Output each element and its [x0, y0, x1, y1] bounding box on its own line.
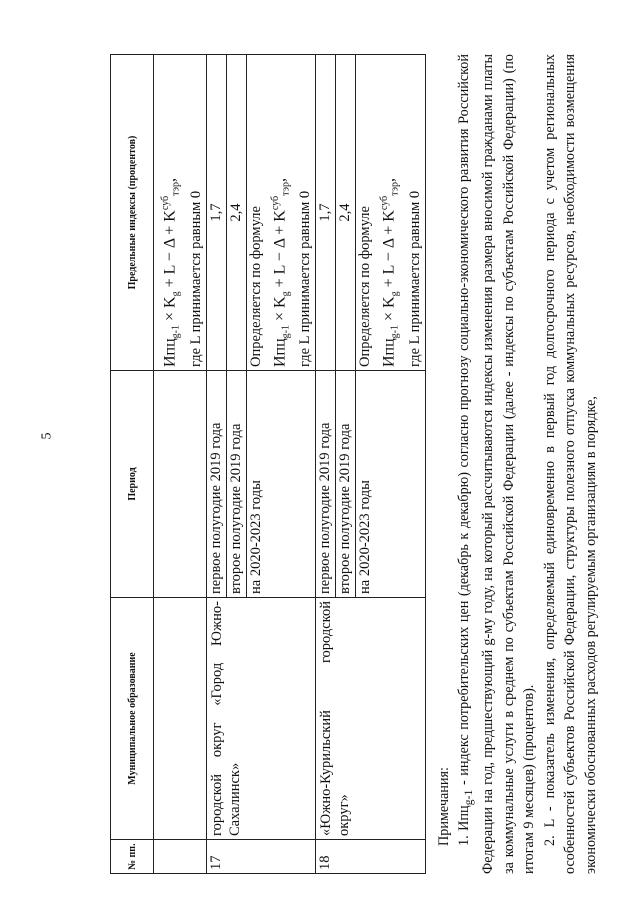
row-number: 17: [206, 840, 316, 874]
table-row-continuation: [154, 55, 207, 874]
formula-note: где L принимается равным 0: [406, 190, 423, 367]
value-cell: 1,7: [206, 55, 226, 371]
period-cell: второе полугодие 2019 года: [336, 371, 356, 598]
table-row: [316, 55, 336, 874]
period-cell: второе полугодие 2019 года: [226, 371, 246, 598]
limit-index-table: [110, 54, 426, 874]
page-number: 5: [39, 432, 55, 440]
notes-section: [434, 54, 602, 874]
formula-note: где L принимается равным 0: [187, 190, 204, 367]
period-cell: на 2020-2023 годы: [356, 371, 426, 598]
period-cell: первое полугодие 2019 года: [316, 371, 336, 598]
formula-cell: Определяется по формуле $Ипц_{g-1} \times K_g + L - \Delta + K^{суб}_{тэр}$, где L принимается равным 0: [356, 55, 426, 371]
note-1: 1. Ипц$_{g-1}$ - индекс потребительских цен (декабрь к декабрю) согласно прогнозу социально-экономического развития Российской Федерации на год, предшествующий g-му году, на который рассчитываются индексы изменения размера вносимой гражданами платы за коммунальные услуги в среднем по субъектам Российской Федерации (далее - индексы по субъектам Российской Федерации) (по итогам 9 месяцев) (процентов).: [456, 54, 538, 874]
value-cell: 2,4: [226, 55, 246, 371]
period-cell: первое полугодие 2019 года: [206, 371, 226, 598]
value-cell: 2,4: [336, 55, 356, 371]
header-index: Предельные индексы (процентов): [111, 55, 154, 371]
notes-title: Примечания:: [435, 767, 452, 846]
municipality-cell: «Южно-Курильский городской округ»: [316, 598, 426, 840]
rotated-page-content: [110, 42, 610, 874]
header-municipality: Муниципальное образование: [111, 598, 154, 840]
formula: $Ипц_{g-1} \times K_g + L - \Delta + K^{суб}_{тэр}$,: [379, 177, 401, 367]
municipality-cell: городской округ «Город Южно- Сахалинск»: [206, 598, 316, 840]
formula-note: где L принимается равным 0: [297, 190, 314, 367]
formula-cell: Определяется по формуле $Ипц_{g-1} \times K_g + L - \Delta + K^{суб}_{тэр}$, где L принимается равным 0: [246, 55, 316, 371]
row-number: 18: [316, 840, 426, 874]
table-row: [206, 55, 226, 874]
period-cell: на 2020-2023 годы: [246, 371, 316, 598]
value-cell: 1,7: [316, 55, 336, 371]
formula: $Ипц_{g-1} \times K_g + L - \Delta + K^{суб}_{тэр}$,: [160, 177, 182, 367]
header-period: Период: [111, 371, 154, 598]
note-2: 2. L - показатель изменения, определяемый единовременно в первый год долгосрочного периода с учетом региональных особенностей субъектов Российской Федерации, структуры полезного отпуска коммунальных ресурсов, необходимости возмещения экономически обоснованных расходов регулируемым организациям в порядке,: [541, 54, 599, 874]
formula: $Ипц_{g-1} \times K_g + L - \Delta + K^{суб}_{тэр}$,: [269, 177, 292, 367]
formula-cell: [154, 55, 207, 371]
header-no: № пп.: [111, 840, 154, 874]
table-header-row: [111, 55, 154, 874]
